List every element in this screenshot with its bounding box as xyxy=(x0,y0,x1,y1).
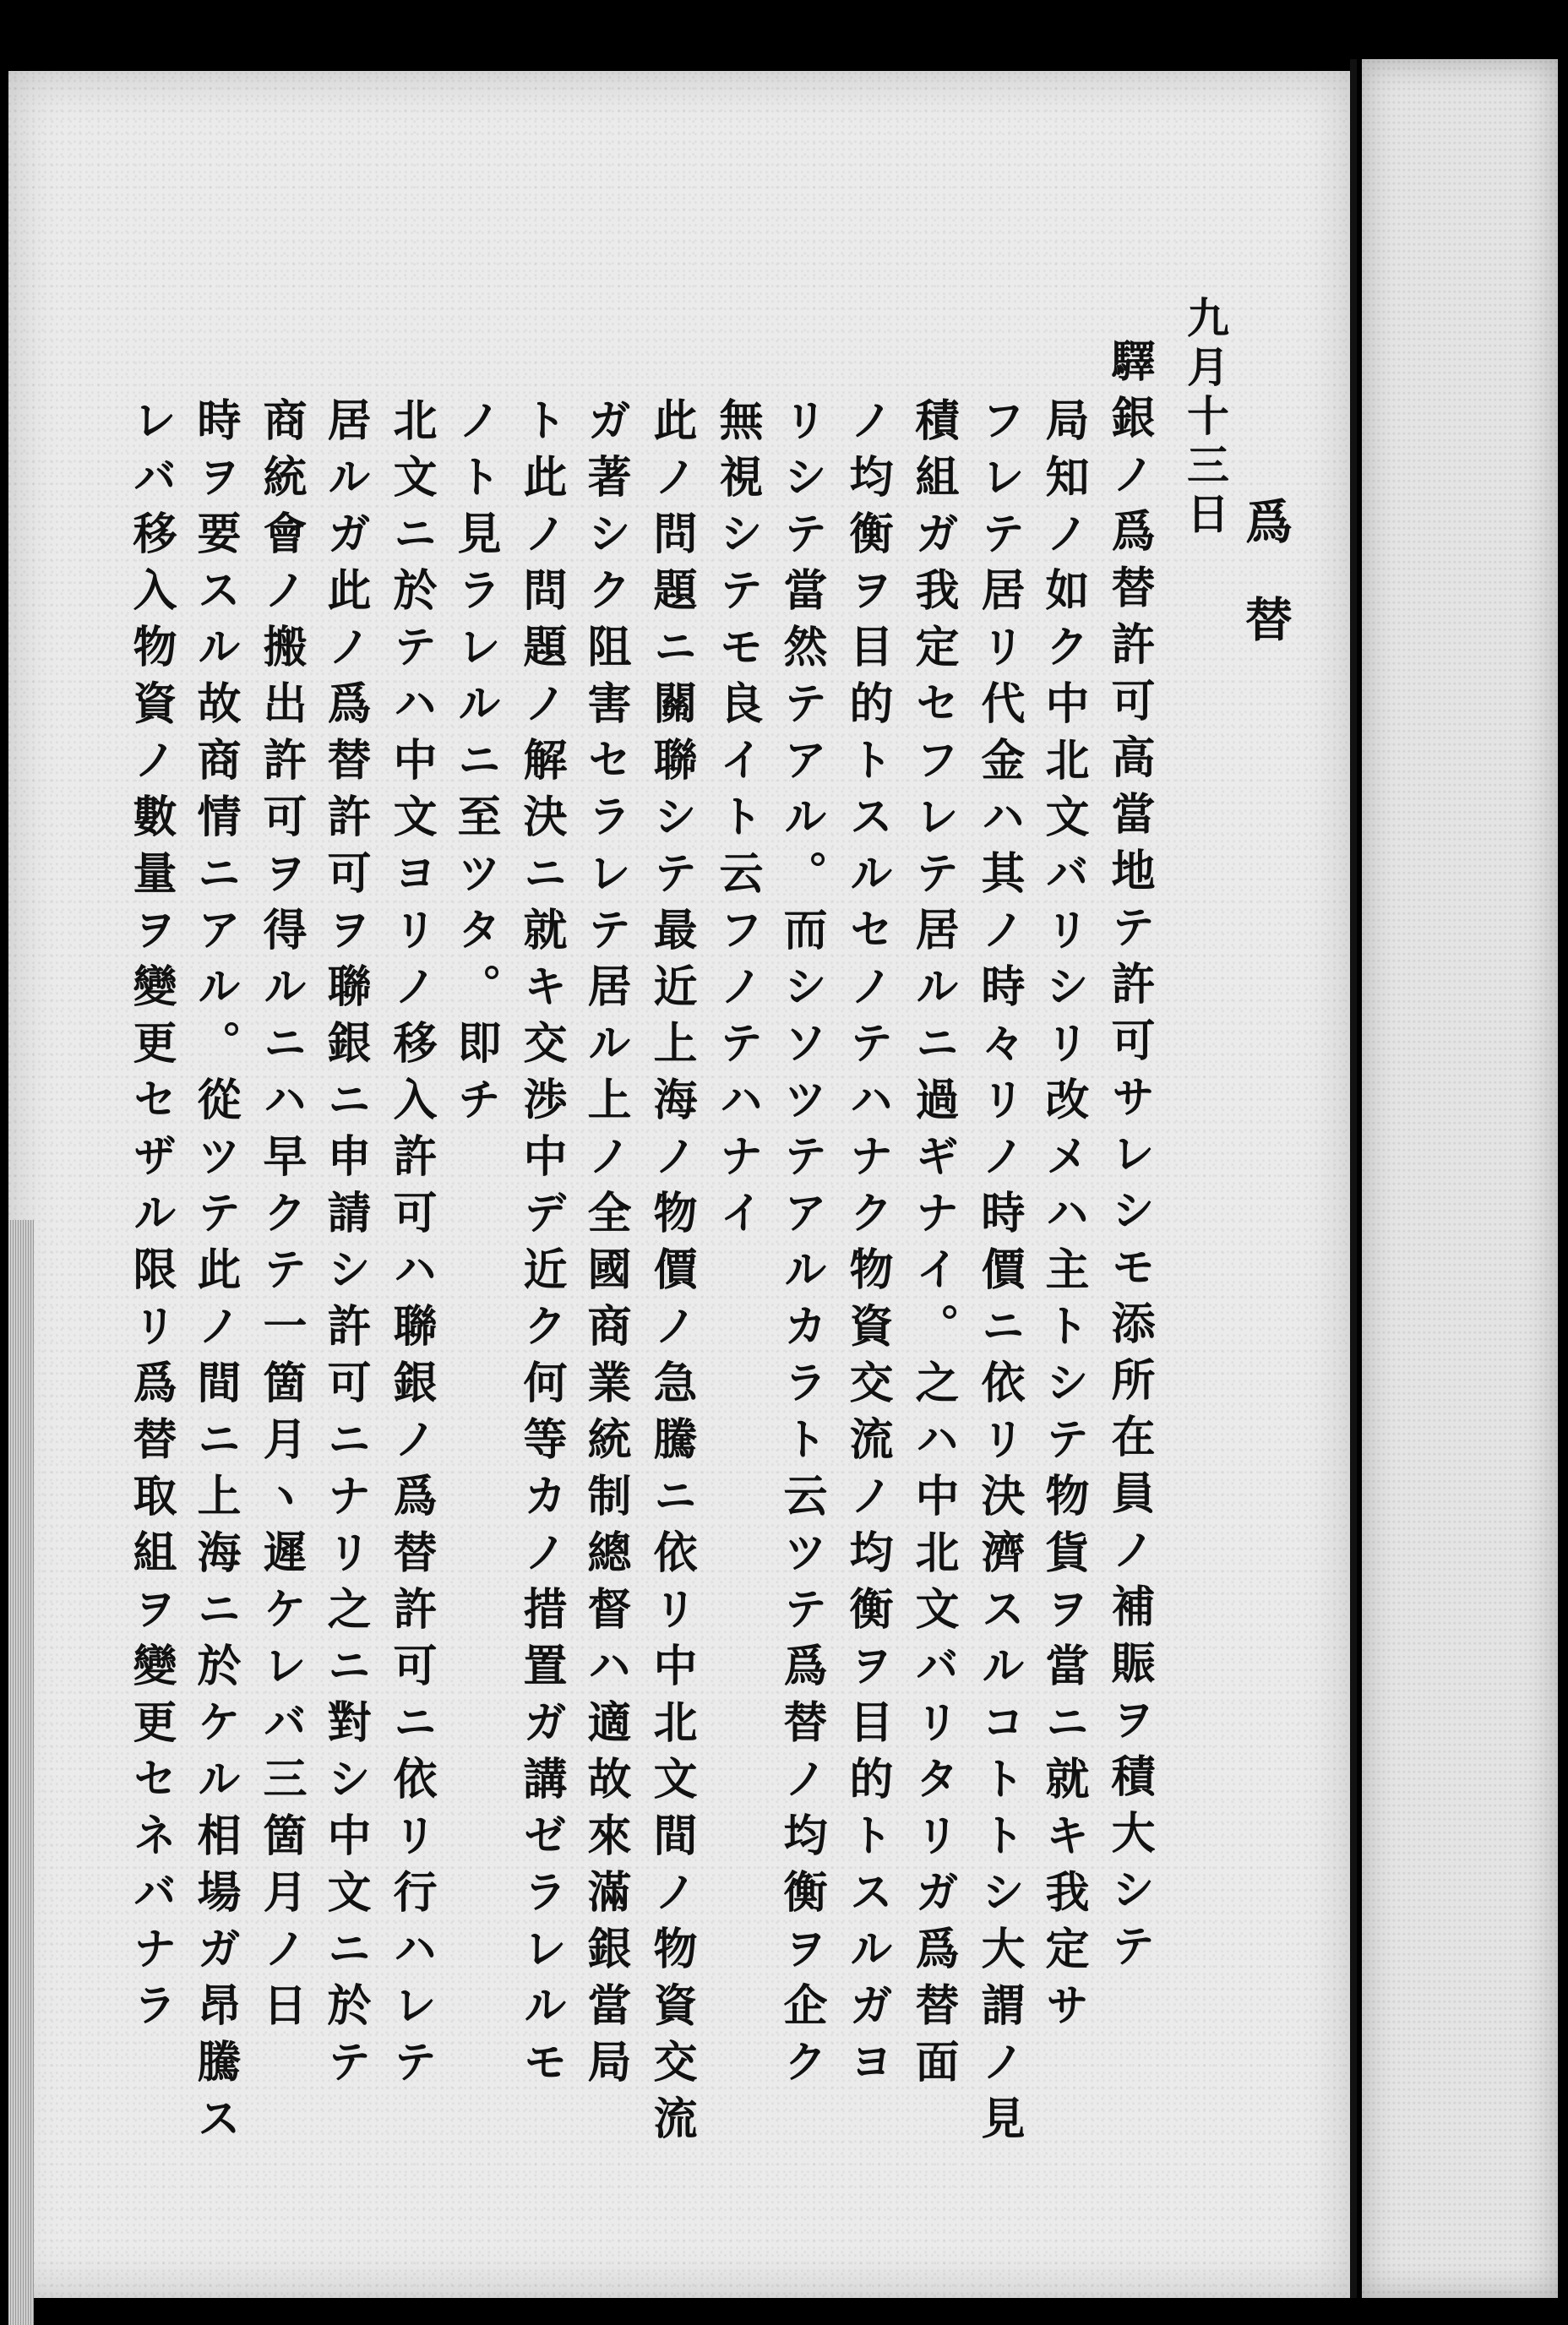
stacked-page-edges xyxy=(8,1220,34,2325)
text-column-1: 驛銀ノ爲替許可高當地テ許可サレシモ添所在員ノ補賑ヲ積大シテ xyxy=(1103,338,1155,1979)
book-page xyxy=(8,71,1353,2298)
text-column-4: 積組ガ我定セフレテ居ルニ過ギナイ。之ハ中北文バリタリガ爲替面 xyxy=(907,397,959,2095)
text-column-16: レバ移入物資ノ數量ヲ變更セザル限リ爲替取組ヲ變更セネバナラ xyxy=(125,397,177,2039)
book-gutter xyxy=(1350,59,1357,2298)
text-column-3: フレテ居リ代金ハ其ノ時々リノ時價ニ依リ決濟スルコトトシ大謂ノ見 xyxy=(973,397,1025,2152)
text-column-13: 居ルガ此ノ爲替許可ヲ聯銀ニ申請シ許可ニナリ之ニ對シ中文ニ於テ xyxy=(319,397,371,2095)
text-column-12: 北文ニ於テハ中文ヨリノ移入許可ハ聯銀ノ爲替許可ニ依リ行ハレテ xyxy=(385,397,437,2095)
text-column-10: ト此ノ問題ノ解決ニ就キ交渉中デ近ク何等カノ措置ガ講ゼラレルモ xyxy=(515,397,567,2095)
date-heading: 九月十三日 xyxy=(1180,296,1230,541)
text-column-7: 無視シテモ良イト云フノテハナイ xyxy=(711,397,763,1246)
text-column-6: リシテ當然テアル。而シソツテアルカラト云ツテ爲替ノ均衡ヲ企ク xyxy=(776,397,827,2095)
text-column-14: 商統會ノ搬出許可ヲ得ルニハ早クテ一箇月ヽ遲ケレバ三箇月ノ日 xyxy=(255,397,307,2039)
adjacent-page-edge xyxy=(1362,59,1558,2298)
text-column-5: ノ均衡ヲ目的トスルセノテハナク物資交流ノ均衡ヲ目的トスルガヨ xyxy=(841,397,893,2095)
text-column-15: 時ヲ要スル故商情ニアル。從ツテ此ノ間ニ上海ニ於ケル相場ガ昂騰ス xyxy=(189,397,241,2152)
text-column-9: ガ著シク阻害セラレテ居ル上ノ全國商業統制總督ハ適故來滿銀當局 xyxy=(580,397,631,2095)
section-title: 爲替 xyxy=(1238,497,1293,693)
text-column-8: 此ノ問題ニ關聯シテ最近上海ノ物價ノ急騰ニ依リ中北文間ノ物資交流 xyxy=(645,397,697,2152)
text-column-11: ノト見ラレルニ至ツタ。即チ xyxy=(449,397,501,1133)
text-column-2: 局知ノ如ク中北文バリシリ改メハ主トシテ物貨ヲ當ニ就キ我定サ xyxy=(1037,397,1089,2039)
